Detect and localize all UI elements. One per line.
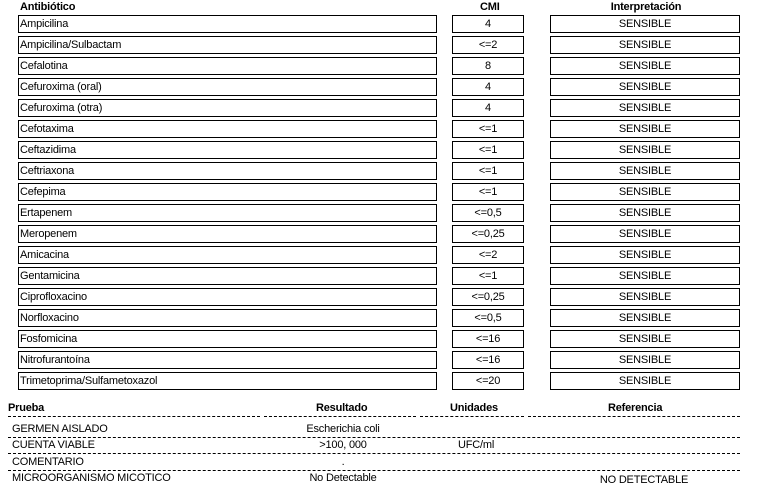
result-row xyxy=(0,471,757,487)
result-row xyxy=(0,438,757,454)
units-column-header: Unidades xyxy=(450,402,498,414)
result-column-header: Resultado xyxy=(316,402,368,414)
interpretation-cell: SENSIBLE xyxy=(550,351,740,369)
cmi-value-cell: <=1 xyxy=(452,183,524,201)
antibiotic-row xyxy=(0,99,757,117)
antibiotic-name-cell: Cefepima xyxy=(18,183,437,201)
antibiotic-row xyxy=(0,225,757,243)
antibiotic-name-cell: Amicacina xyxy=(18,246,437,264)
cmi-value-cell: <=0,25 xyxy=(452,288,524,306)
interpretation-cell: SENSIBLE xyxy=(550,267,740,285)
cmi-column-header: CMI xyxy=(480,1,500,13)
antibiotic-name-cell: Ertapenem xyxy=(18,204,437,222)
antibiotic-row xyxy=(0,162,757,180)
test-name-cell: COMENTARIO xyxy=(12,456,84,468)
cmi-value-cell: <=1 xyxy=(452,267,524,285)
cmi-value-cell: <=0,5 xyxy=(452,309,524,327)
antibiotic-row xyxy=(0,36,757,54)
result-value-cell: No Detectable xyxy=(309,472,377,484)
interpretation-cell: SENSIBLE xyxy=(550,225,740,243)
interpretation-cell: SENSIBLE xyxy=(550,78,740,96)
interpretation-cell: SENSIBLE xyxy=(550,99,740,117)
antibiotic-name-cell: Ampicilina/Sulbactam xyxy=(18,36,437,54)
antibiotic-name-cell: Cefuroxima (otra) xyxy=(18,99,437,117)
antibiotic-row xyxy=(0,78,757,96)
antibiotic-row xyxy=(0,309,757,327)
antibiotic-name-cell: Ceftriaxona xyxy=(18,162,437,180)
antibiotic-name-cell: Cefotaxima xyxy=(18,120,437,138)
interpretation-cell: SENSIBLE xyxy=(550,204,740,222)
units-cell: UFC/ml xyxy=(458,439,495,451)
interpretation-cell: SENSIBLE xyxy=(550,120,740,138)
interpretation-cell: SENSIBLE xyxy=(550,162,740,180)
antibiotic-column-header: Antibiótico xyxy=(20,1,76,13)
interpretation-cell: SENSIBLE xyxy=(550,36,740,54)
interpretation-column-header: Interpretación xyxy=(610,1,682,13)
cmi-value-cell: <=1 xyxy=(452,120,524,138)
cmi-value-cell: 4 xyxy=(452,78,524,96)
row-divider xyxy=(8,453,740,454)
interpretation-cell: SENSIBLE xyxy=(550,15,740,33)
interpretation-cell: SENSIBLE xyxy=(550,57,740,75)
cmi-value-cell: <=2 xyxy=(452,36,524,54)
header-divider xyxy=(528,416,740,417)
cmi-value-cell: 4 xyxy=(452,99,524,117)
result-value-cell: Escherichia coli xyxy=(306,423,380,435)
antibiotic-name-cell: Gentamicina xyxy=(18,267,437,285)
antibiotic-row xyxy=(0,141,757,159)
cmi-value-cell: <=0,25 xyxy=(452,225,524,243)
interpretation-cell: SENSIBLE xyxy=(550,246,740,264)
test-column-header: Prueba xyxy=(8,402,45,414)
antibiotic-row xyxy=(0,120,757,138)
antibiotic-row xyxy=(0,330,757,348)
antibiotic-name-cell: Cefalotina xyxy=(18,57,437,75)
antibiotic-row xyxy=(0,183,757,201)
test-name-cell: CUENTA VIABLE xyxy=(12,439,95,451)
result-row xyxy=(0,422,757,438)
antibiotic-name-cell: Ampicilina xyxy=(18,15,437,33)
result-row xyxy=(0,455,757,471)
header-divider xyxy=(420,416,524,417)
interpretation-cell: SENSIBLE xyxy=(550,183,740,201)
cmi-value-cell: <=16 xyxy=(452,330,524,348)
antibiotic-row xyxy=(0,204,757,222)
cmi-value-cell: <=2 xyxy=(452,246,524,264)
reference-column-header: Referencia xyxy=(608,402,663,414)
antibiotic-name-cell: Ciprofloxacino xyxy=(18,288,437,306)
antibiotic-name-cell: Fosfomicina xyxy=(18,330,437,348)
cmi-value-cell: <=1 xyxy=(452,162,524,180)
antibiotic-name-cell: Ceftazidima xyxy=(18,141,437,159)
antibiotic-name-cell: Nitrofurantoína xyxy=(18,351,437,369)
interpretation-cell: SENSIBLE xyxy=(550,141,740,159)
cmi-value-cell: <=16 xyxy=(452,351,524,369)
antibiotic-row xyxy=(0,246,757,264)
cmi-value-cell: 8 xyxy=(452,57,524,75)
antibiotic-row xyxy=(0,267,757,285)
antibiotic-row xyxy=(0,351,757,369)
result-value-cell: . xyxy=(341,456,345,468)
result-value-cell: >100, 000 xyxy=(319,439,367,451)
antibiotic-row xyxy=(0,57,757,75)
antibiotic-name-cell: Meropenem xyxy=(18,225,437,243)
antibiotic-row xyxy=(0,372,757,390)
header-divider xyxy=(264,416,416,417)
antibiotic-row xyxy=(0,15,757,33)
antibiotic-name-cell: Trimetoprima/Sulfametoxazol xyxy=(18,372,437,390)
antibiotic-name-cell: Cefuroxima (oral) xyxy=(18,78,437,96)
antibiotic-row xyxy=(0,288,757,306)
cmi-value-cell: <=1 xyxy=(452,141,524,159)
interpretation-cell: SENSIBLE xyxy=(550,288,740,306)
interpretation-cell: SENSIBLE xyxy=(550,330,740,348)
antibiotic-name-cell: Norfloxacino xyxy=(18,309,437,327)
interpretation-cell: SENSIBLE xyxy=(550,372,740,390)
test-name-cell: MICROORGANISMO MICOTICO xyxy=(12,472,171,484)
test-name-cell: GERMEN AISLADO xyxy=(12,423,108,435)
cmi-value-cell: <=20 xyxy=(452,372,524,390)
cmi-value-cell: 4 xyxy=(452,15,524,33)
reference-cell: NO DETECTABLE xyxy=(599,474,689,486)
header-divider xyxy=(8,416,260,417)
interpretation-cell: SENSIBLE xyxy=(550,309,740,327)
cmi-value-cell: <=0,5 xyxy=(452,204,524,222)
